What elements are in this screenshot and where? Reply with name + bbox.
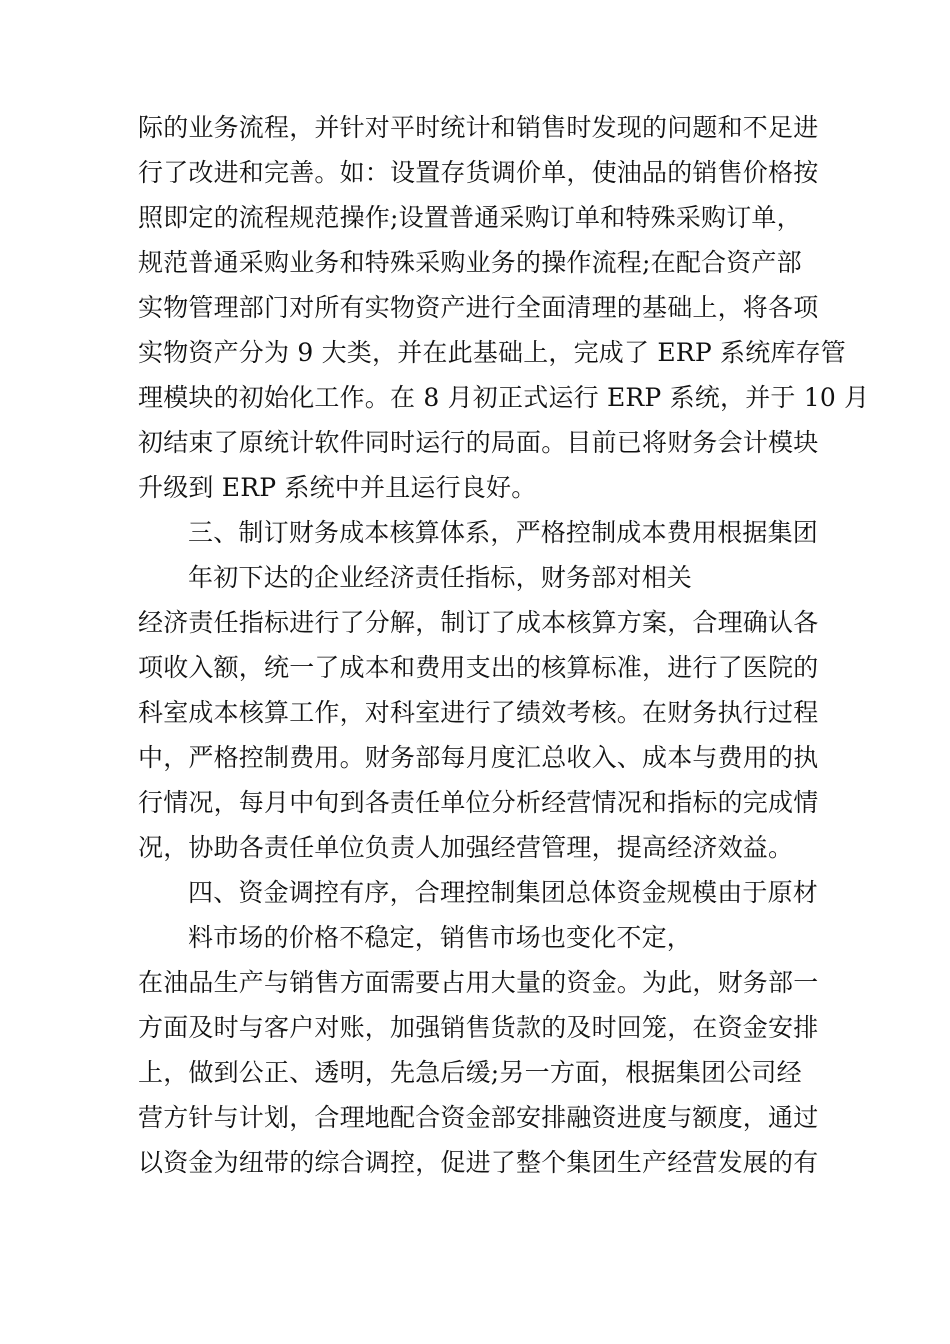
body-text-line: 际的业务流程，并针对平时统计和销售时发现的问题和不足进	[138, 113, 819, 142]
body-text-line: 上，做到公正、透明，先急后缓;另一方面，根据集团公司经	[138, 1058, 802, 1087]
section-heading-4: 四、资金调控有序，合理控制集团总体资金规模由于原材	[188, 878, 819, 907]
body-text-line: 中，严格控制费用。财务部每月度汇总收入、成本与费用的执	[138, 743, 819, 772]
section-heading-3-continued: 年初下达的企业经济责任指标，财务部对相关	[188, 563, 693, 592]
body-text-line: 初结束了原统计软件同时运行的局面。目前已将财务会计模块	[138, 428, 819, 457]
body-text-line: 项收入额，统一了成本和费用支出的核算标准，进行了医院的	[138, 653, 819, 682]
body-text-line: 方面及时与客户对账，加强销售货款的及时回笼，在资金安排	[138, 1013, 819, 1042]
body-text-line: 实物资产分为 9 大类，并在此基础上，完成了 ERP 系统库存管	[138, 338, 846, 367]
body-text-line: 况，协助各责任单位负责人加强经营管理，提高经济效益。	[138, 833, 794, 862]
body-text-line: 在油品生产与销售方面需要占用大量的资金。为此，财务部一	[138, 968, 819, 997]
body-text-line: 升级到 ERP 系统中并且运行良好。	[138, 473, 537, 502]
body-text-line: 营方针与计划，合理地配合资金部安排融资进度与额度，通过	[138, 1103, 819, 1132]
body-text-line: 行情况，每月中旬到各责任单位分析经营情况和指标的完成情	[138, 788, 819, 817]
body-text-line: 规范普通采购业务和特殊采购业务的操作流程;在配合资产部	[138, 248, 802, 277]
section-heading-4-continued: 料市场的价格不稳定，销售市场也变化不定，	[188, 923, 693, 952]
body-text-line: 经济责任指标进行了分解，制订了成本核算方案，合理确认各	[138, 608, 819, 637]
section-heading-3: 三、制订财务成本核算体系，严格控制成本费用根据集团	[188, 518, 819, 547]
body-text-line: 科室成本核算工作，对科室进行了绩效考核。在财务执行过程	[138, 698, 819, 727]
body-text-line: 照即定的流程规范操作;设置普通采购订单和特殊采购订单，	[138, 203, 802, 232]
body-text-line: 以资金为纽带的综合调控，促进了整个集团生产经营发展的有	[138, 1148, 819, 1177]
body-text-line: 实物管理部门对所有实物资产进行全面清理的基础上，将各项	[138, 293, 819, 322]
body-text-line: 行了改进和完善。如：设置存货调价单，使油品的销售价格按	[138, 158, 819, 187]
body-text-line: 理模块的初始化工作。在 8 月初正式运行 ERP 系统，并于 10 月	[138, 383, 870, 412]
